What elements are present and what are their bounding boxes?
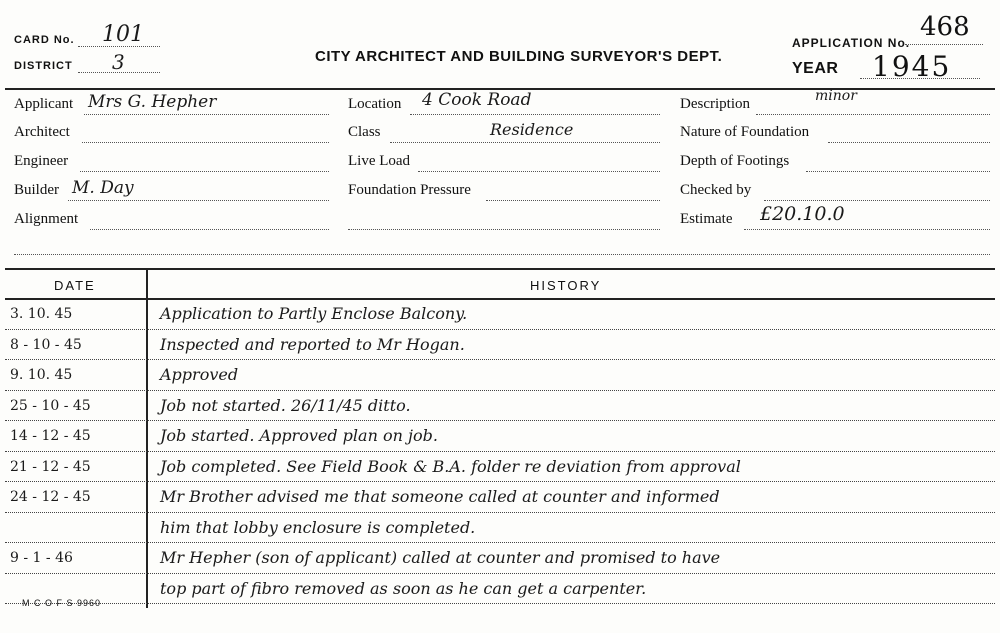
history-row-text: him that lobby enclosure is completed. (160, 517, 476, 537)
history-row-date: 8 - 10 - 45 (10, 336, 82, 353)
engineer-label: Engineer (14, 153, 69, 169)
applicant-label: Applicant (14, 96, 74, 112)
history-row-text: Job completed. See Field Book & B.A. folder re deviation from approval (160, 456, 741, 476)
alignment-label: Alignment (14, 211, 79, 227)
history-row-rule (5, 451, 995, 452)
history-row-text: Application to Partly Enclose Balcony. (160, 304, 468, 323)
history-row-rule (5, 329, 995, 330)
builder-label: Builder (14, 182, 59, 198)
nature-of-foundation-label: Nature of Foundation (680, 124, 810, 140)
history-row-rule (5, 573, 995, 574)
card-no-value: 101 (102, 22, 144, 47)
history-row-text: Approved (160, 365, 239, 384)
history-top-rule (5, 268, 995, 270)
class-label: Class (348, 124, 381, 140)
history-row-date: 21 - 12 - 45 (10, 458, 91, 475)
architect-label: Architect (14, 124, 70, 140)
history-row-date: 9 - 1 - 46 (10, 550, 73, 566)
location-value: 4 Cook Road (422, 90, 532, 110)
history-row-text: Inspected and reported to Mr Hogan. (160, 334, 465, 354)
date-column-divider (146, 268, 148, 608)
history-column-header: HISTORY (530, 278, 602, 293)
history-row-date: 3. 10. 45 (10, 306, 73, 322)
history-row-text: Job started. Approved plan on job. (160, 426, 438, 445)
class-value: Residence (490, 120, 574, 139)
history-row-rule (5, 542, 995, 543)
history-row-rule (5, 359, 995, 360)
applicant-value: Mrs G. Hepher (88, 92, 217, 112)
history-row-rule (5, 512, 995, 513)
history-row-date: 14 - 12 - 45 (10, 428, 91, 444)
year-value: 1945 (872, 50, 952, 83)
district-value: 3 (112, 50, 125, 74)
location-label: Location (348, 96, 402, 112)
history-row-date: 24 - 12 - 45 (10, 489, 91, 505)
description-label: Description (680, 96, 750, 112)
history-row-rule (5, 420, 995, 421)
history-row-rule (5, 481, 995, 482)
history-row-text: Job not started. 26/11/45 ditto. (160, 395, 411, 415)
department-title: CITY ARCHITECT AND BUILDING SURVEYOR'S DEPT. (315, 48, 723, 65)
builder-value: M. Day (72, 178, 134, 198)
history-row-rule (5, 390, 995, 391)
checked-by-label: Checked by (680, 182, 752, 198)
district-label: DISTRICT (14, 60, 73, 72)
history-header-rule (5, 298, 995, 300)
date-column-header: DATE (54, 278, 96, 293)
application-no-label: APPLICATION No. (792, 36, 911, 50)
description-value: minor (815, 88, 857, 104)
history-row-text: Mr Hepher (son of applicant) called at counter and promised to have (160, 548, 721, 567)
history-row-date: 9. 10. 45 (10, 367, 73, 383)
card-no-label: CARD No. (14, 34, 75, 46)
estimate-value: £20.10.0 (760, 203, 845, 225)
history-row-text: top part of fibro removed as soon as he can get a carpenter. (160, 578, 647, 598)
estimate-label: Estimate (680, 211, 733, 227)
year-label: YEAR (792, 60, 839, 77)
application-no-value: 468 (920, 12, 970, 42)
depth-of-footings-label: Depth of Footings (680, 153, 790, 169)
live-load-label: Live Load (348, 153, 411, 169)
history-row-text: Mr Brother advised me that someone called at counter and informed (160, 487, 720, 506)
form-code: M C O F S 9960 (22, 598, 102, 608)
history-row-rule (5, 603, 995, 604)
foundation-pressure-label: Foundation Pressure (348, 182, 471, 198)
history-row-date: 25 - 10 - 45 (10, 397, 91, 414)
